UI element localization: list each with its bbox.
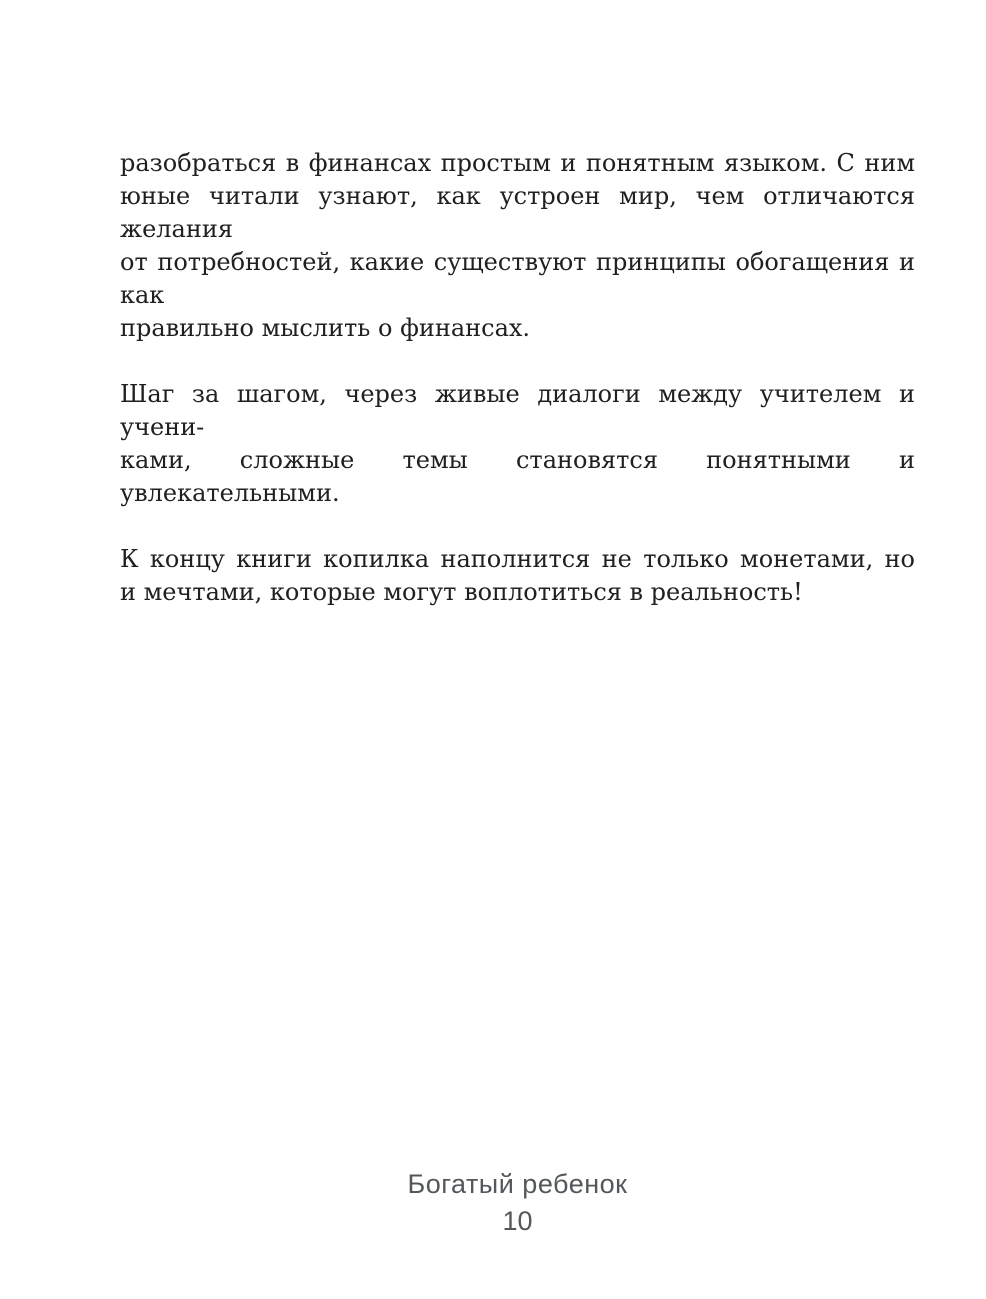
text-line: К концу книги копилка наполнится не только монетами, но <box>120 545 915 573</box>
text-line: юные читали узнают, как устроен мир, чем отличаются желания <box>120 182 915 243</box>
body-paragraph <box>120 147 915 345</box>
body-paragraph <box>120 543 915 609</box>
page-footer <box>120 1166 915 1240</box>
text-line: и мечтами, которые могут воплотиться в реальность! <box>120 578 803 606</box>
page-body <box>120 147 915 609</box>
text-line: ками, сложные темы становятся понятными и увлекательными. <box>120 446 915 507</box>
body-paragraph <box>120 378 915 510</box>
text-line: разобраться в финансах простым и понятным языком. С ним <box>120 149 915 177</box>
text-line: от потребностей, какие существуют принципы обогащения и как <box>120 248 915 309</box>
text-line: правильно мыслить о финансах. <box>120 314 531 342</box>
text-line: Шаг за шагом, через живые диалоги между учителем и учени- <box>120 380 915 441</box>
running-title: Богатый ребенок <box>407 1169 628 1199</box>
page-number: 10 <box>502 1206 533 1236</box>
